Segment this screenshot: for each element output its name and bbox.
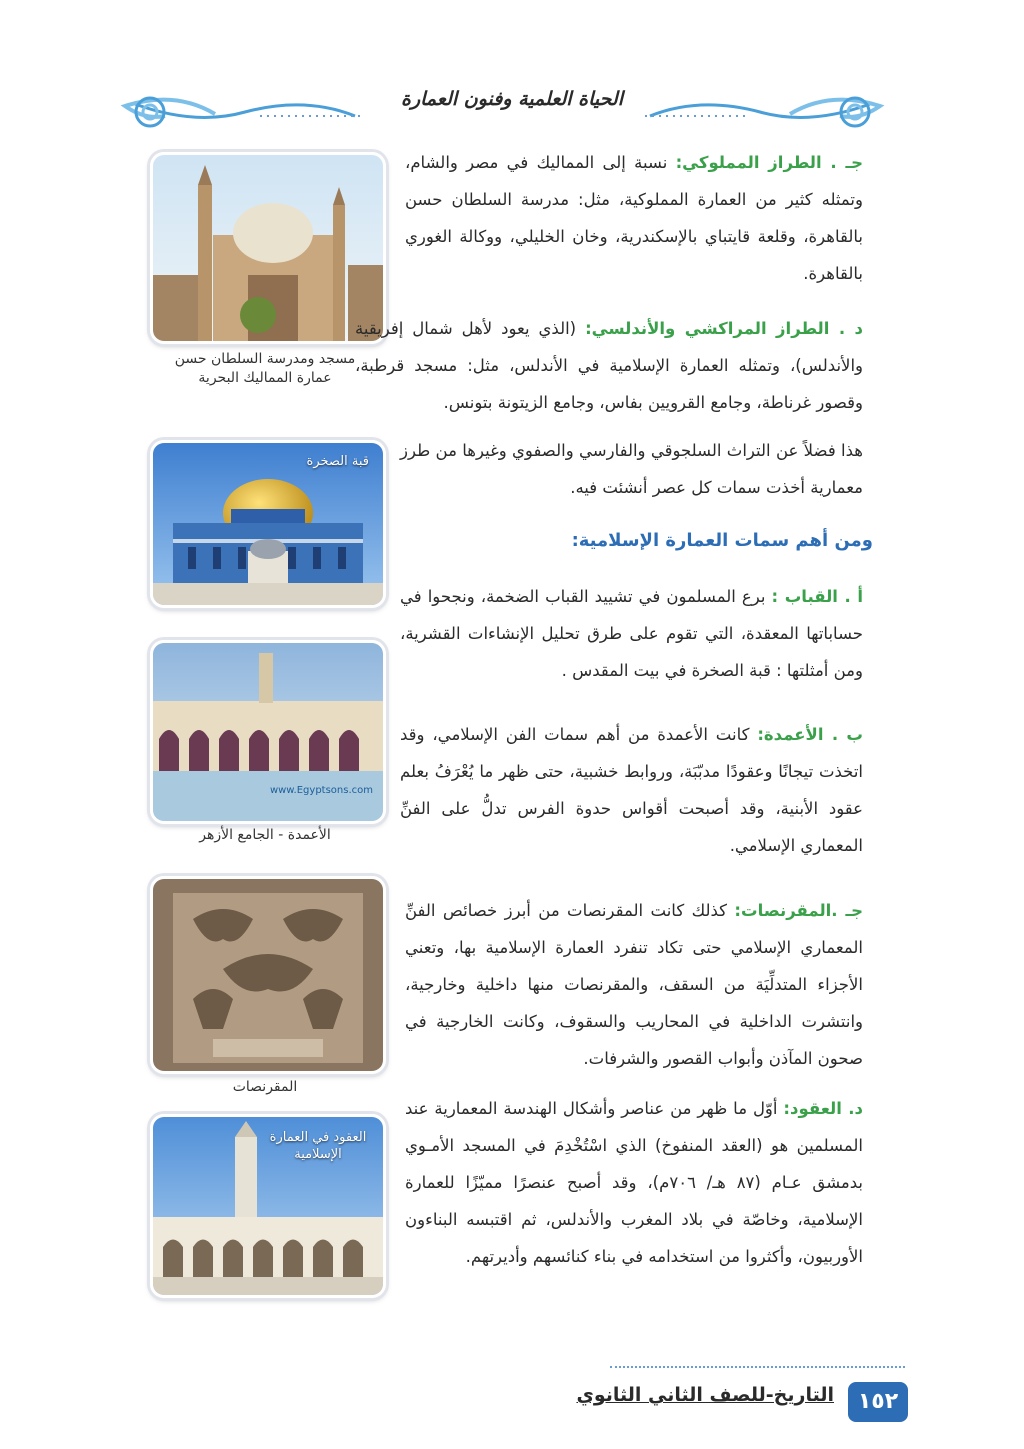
paragraph-arches	[405, 1090, 863, 1275]
footer-book-title: التاريخ-للصف الثاني الثانوي	[576, 1384, 834, 1406]
footer-divider	[610, 1366, 905, 1368]
label-columns: ب . الأعمدة:	[757, 725, 864, 744]
watermark-egyptsons: www.Egyptsons.com	[269, 785, 373, 796]
text-mamluk: نسبة إلى المماليك في مصر والشام، وتمثله كثير من العمارة المملوكية، مثل: مدرسة السلطان حسن بالقاهرة، وقلعة قايتباي بالإسكندرية، وخان الخليلي، ووكالة الغوري بالقاهرة.	[405, 153, 863, 283]
label-arches: د. العقود:	[783, 1099, 864, 1118]
caption-muqarnas: المقرنصات	[232, 1079, 298, 1095]
caption-sultan-hassan-line2: عمارة المماليك البحرية	[198, 370, 332, 386]
photo-umayyad-mosque	[150, 1114, 386, 1298]
label-domes: أ . القباب :	[771, 587, 863, 606]
paragraph-mamluk	[405, 144, 863, 292]
text-muqarnas: كذلك كانت المقرنصات من أبرز خصائص الفنِّ المعماري الإسلامي حتى تكاد تنفرد العمارة الإسلامية بها، وتعني الأجزاء المتدلِّيَة من السقف، والمقرنصات منها داخلية وخارجية، وانتشرت الداخلية في المحاريب والسقوف، وكانت الخارجية في صحون المآذن وأبواب القصور والشرفات.	[405, 901, 863, 1068]
photo-sultan-hassan-mosque	[150, 152, 386, 344]
text-moroccan: (الذي يعود لأهل شمال إفريقية والأندلس)، وتمثله العمارة الإسلامية في الأندلس، مثل: مسجد قرطبة، وقصور غرناطة، وجامع القرويين بفاس، وجامع الزيتونة بتونس.	[355, 319, 863, 412]
photo-muqarnas	[150, 876, 386, 1074]
caption-umayyad	[263, 1129, 373, 1163]
label-moroccan: د . الطراز المراكشي والأندلسي:	[585, 319, 863, 338]
paragraph-heritage-line1	[400, 432, 863, 506]
label-mamluk: جـ . الطراز المملوكي:	[675, 153, 863, 172]
page-number: ١٥٢	[848, 1382, 908, 1422]
caption-sultan-hassan-line1: مسجد ومدرسة السلطان حسن	[174, 351, 356, 367]
photo-dome-of-the-rock	[150, 440, 386, 608]
text-columns: كانت الأعمدة من أهم سمات الفن الإسلامي، وقد اتخذت تيجانًا وعقودًا مدبّبَة، وروابط خشبية، حتى ظهر ما يُعْرَفُ بعلم عقود الأبنية، وقد أصبحت أقواس حدوة الفرس تدلُّ على الفنِّ المعماري الإسلامي.	[400, 725, 863, 855]
caption-umayyad-line1: العقود في العمارة	[269, 1130, 367, 1145]
text-domes: برع المسلمون في تشييد القباب الضخمة، ونجحوا في حساباتها المعقدة، التي تقوم على طرق تحليل الإنشاءات القشرية، ومن أمثلتها : قبة الصخرة في بيت المقدس .	[400, 587, 863, 680]
label-muqarnas: جـ .المقرنصات:	[734, 901, 863, 920]
caption-sultan-hassan	[150, 350, 380, 388]
paragraph-moroccan	[355, 310, 863, 421]
features-heading: ومن أهم سمات العمارة الإسلامية:	[571, 530, 873, 551]
text-arches: أوّل ما ظهر من عناصر وأشكال الهندسة المعمارية عند المسلمين هو (العقد المنفوخ) الذي اسْتُخْدِمَ في المسجد الأمـوي بدمشق عـام (٨٧ هـ/ ٧٠٦م)، وقد أصبح عنصرًا مميّزًا للعمارة الإسلامية، وخاصّة في بلاد المغرب والأندلس، ثم اقتبسه البناءون الأوربيون، وأكثروا من استخدامه في بناء كنائسهم وأديرتهم.	[405, 1099, 863, 1266]
caption-dome-of-the-rock: قبة الصخرة	[306, 454, 369, 469]
paragraph-muqarnas	[405, 892, 863, 1077]
text-heritage: هذا فضلاً عن التراث السلجوقي والفارسي والصفوي وغيرها من طرز معمارية أخذت سمات كل عصر أنشئت فيه.	[400, 441, 863, 497]
photo-azhar-mosque	[150, 640, 386, 824]
caption-umayyad-line2: الإسلامية	[294, 1147, 342, 1162]
paragraph-domes	[400, 578, 863, 689]
page-header-title: الحياة العلمية وفنون العمارة	[401, 88, 623, 110]
caption-azhar: الأعمدة - الجامع الأزهر	[199, 827, 331, 843]
paragraph-columns	[400, 716, 863, 864]
